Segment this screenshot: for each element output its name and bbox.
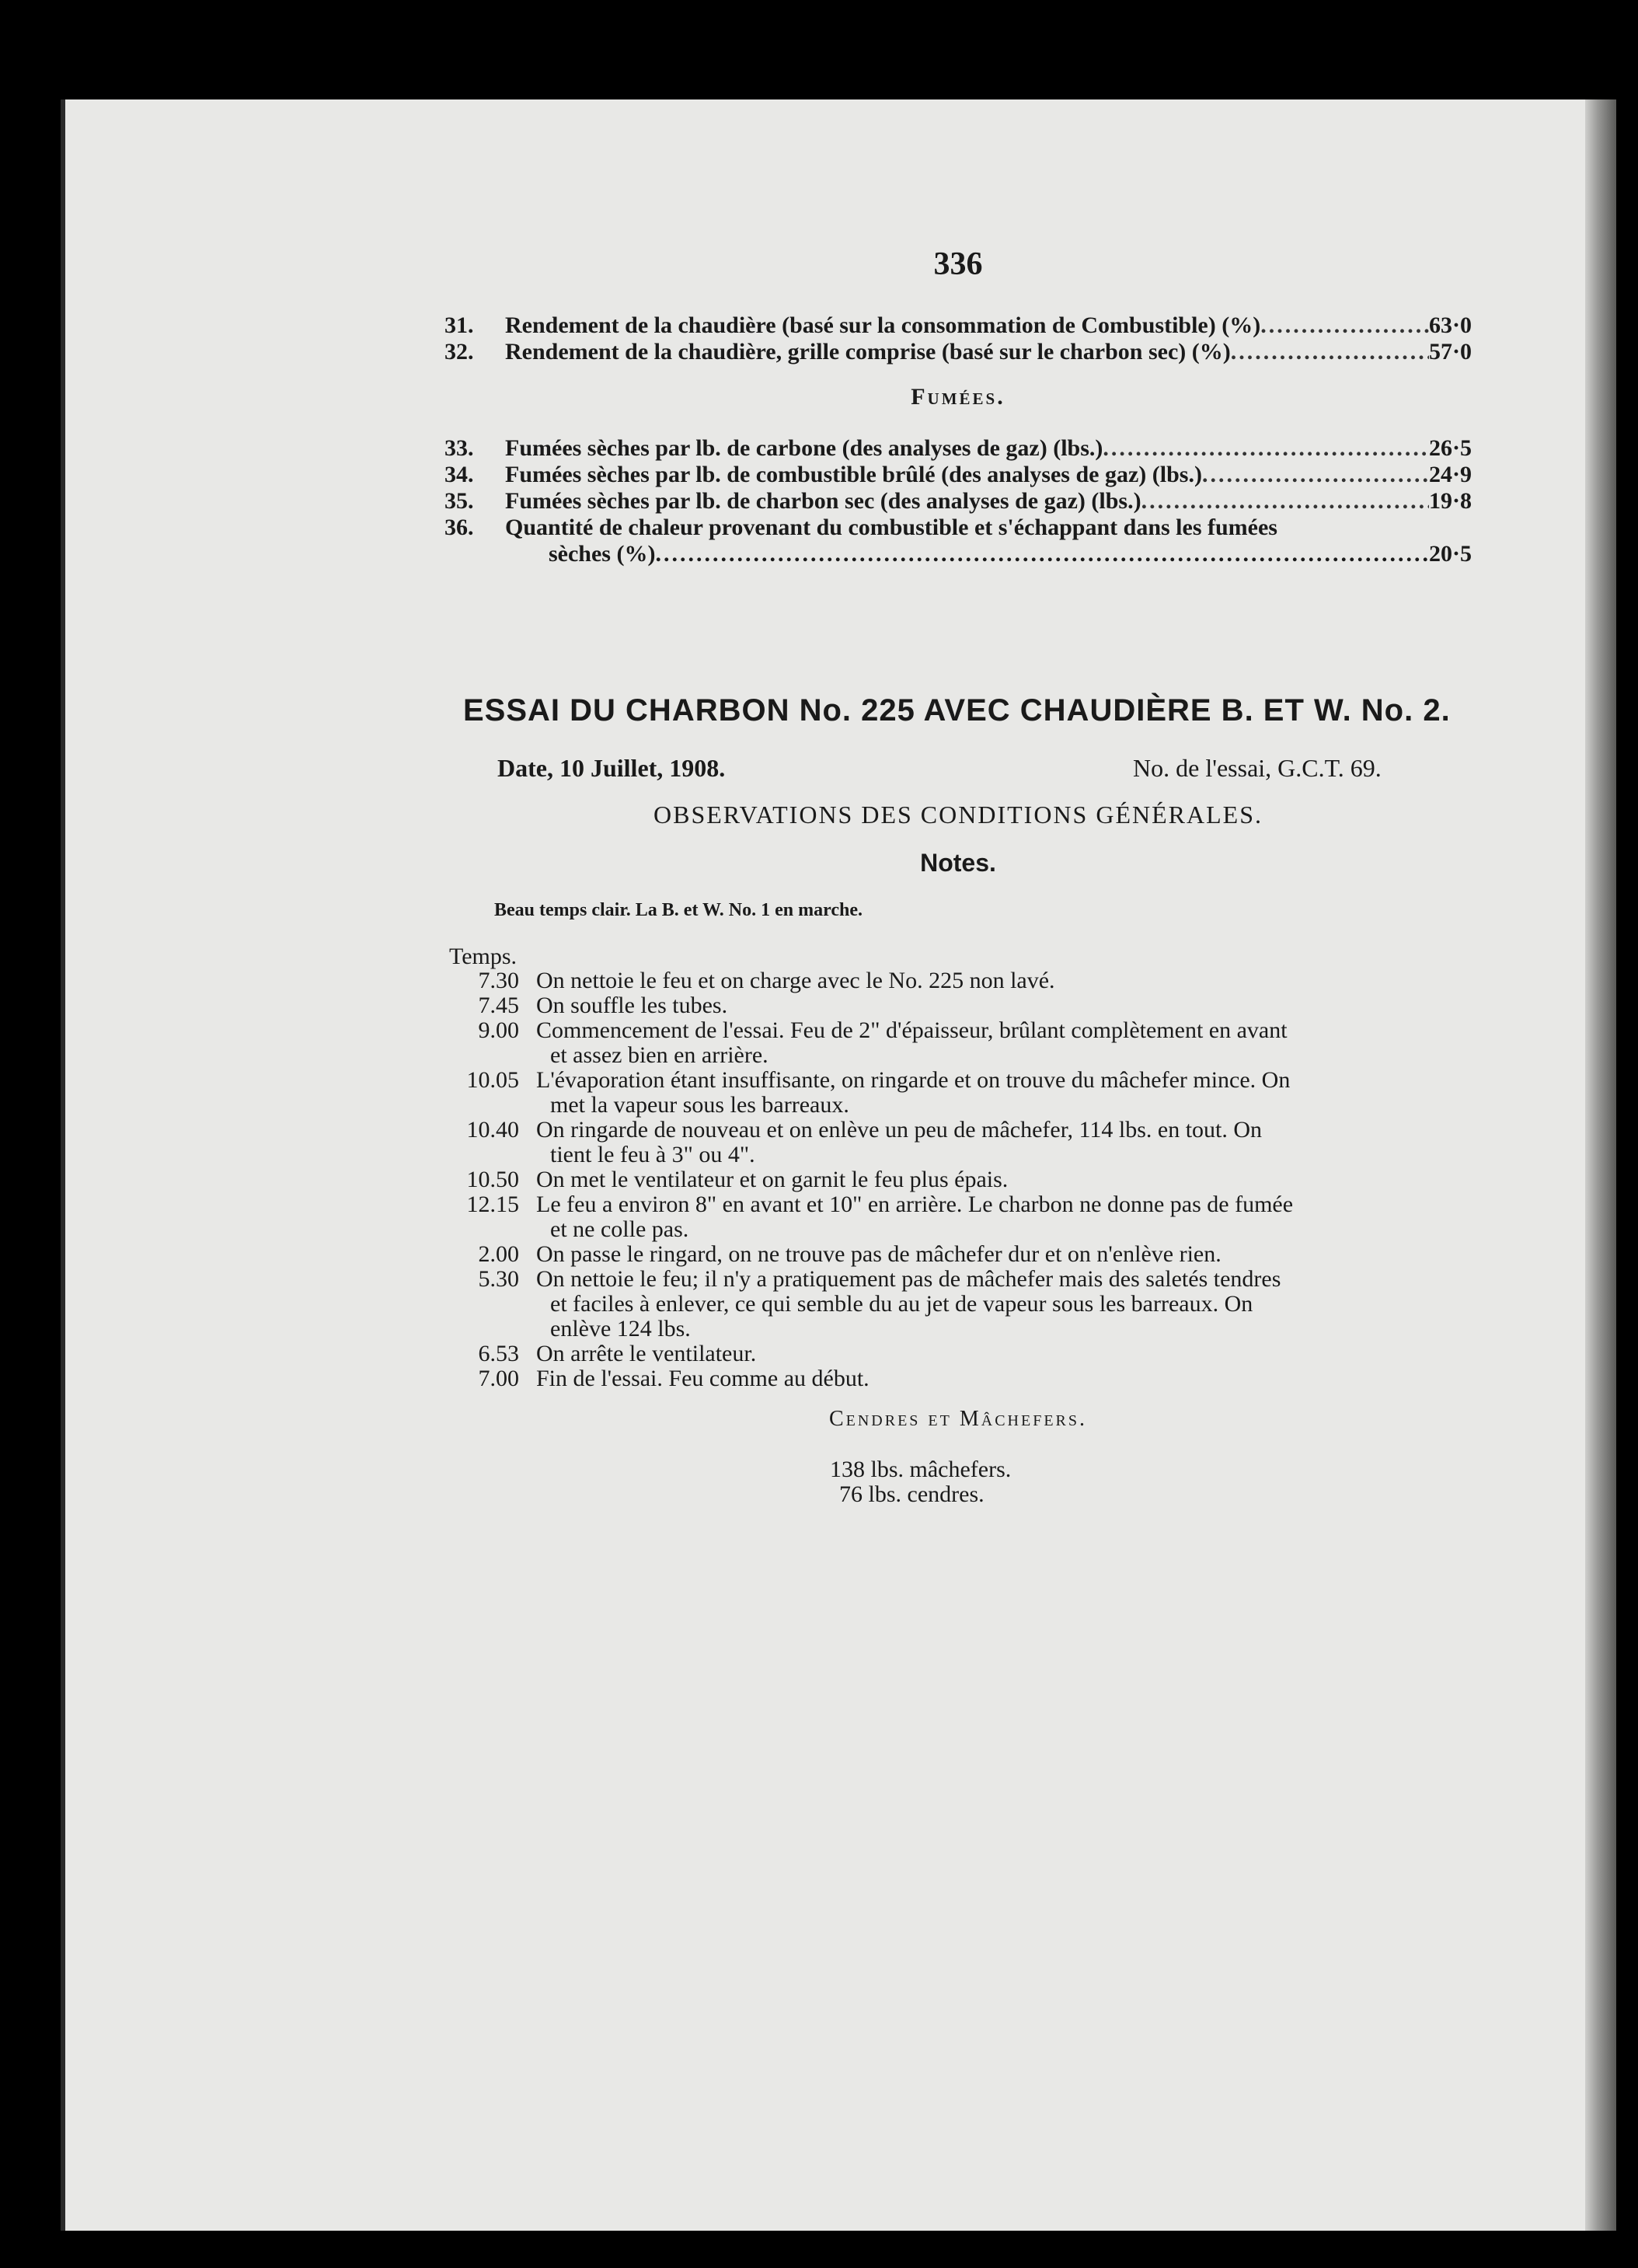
log-text: On passe le ringard, on ne trouve pas de mâchefer dur et on n'enlève rien.	[536, 1241, 1222, 1267]
log-text-continued: tient le feu à 3" ou 4".	[550, 1142, 755, 1167]
log-time: 10.40	[466, 1117, 519, 1143]
item-label: Fumées sèches par lb. de combustible brûlé (des analyses de gaz) (lbs.)	[505, 462, 1202, 487]
item-label: Rendement de la chaudière, grille comprise (basé sur le charbon sec) (%)	[505, 339, 1231, 365]
time-column-heading: Temps.	[449, 944, 518, 969]
log-time: 12.15	[466, 1192, 519, 1217]
item-value: 20·5	[1428, 541, 1472, 567]
log-text-continued: et ne colle pas.	[550, 1216, 689, 1242]
cendres-line: 76 lbs. cendres.	[839, 1481, 985, 1507]
log-text-continued: enlève 124 lbs.	[550, 1316, 691, 1342]
log-text: On met le ventilateur et on garnit le feu plus épais.	[536, 1167, 1009, 1192]
item-value: 26·5	[1428, 435, 1472, 461]
item-number: 31.	[444, 312, 474, 338]
log-text: On nettoie le feu et on charge avec le No. 225 non lavé.	[536, 968, 1055, 993]
item-label: Fumées sèches par lb. de carbone (des analyses de gaz) (lbs.)	[505, 435, 1103, 461]
item-number: 36.	[444, 515, 474, 540]
notes-heading: Notes.	[920, 849, 996, 877]
item-number: 32.	[444, 339, 474, 365]
item-number: 34.	[444, 462, 474, 487]
log-text: L'évaporation étant insuffisante, on ringarde et on trouve du mâchefer mince. On	[536, 1067, 1291, 1093]
test-number: No. de l'essai, G.C.T. 69.	[1133, 754, 1382, 782]
log-time: 9.00	[478, 1017, 519, 1043]
log-text: On ringarde de nouveau et on enlève un peu de mâchefer, 114 lbs. en tout. On	[536, 1117, 1263, 1143]
section-heading-fumees: Fumées.	[911, 384, 1005, 410]
item-number: 35.	[444, 488, 474, 514]
log-time: 10.05	[466, 1067, 519, 1093]
item-value: 19·8	[1428, 488, 1472, 514]
item-value: 63·0	[1428, 312, 1472, 338]
log-time: 7.45	[478, 993, 519, 1018]
log-text-continued: et assez bien en arrière.	[550, 1042, 768, 1068]
log-time: 2.00	[478, 1241, 519, 1267]
log-text: On arrête le ventilateur.	[536, 1341, 757, 1366]
cendres-line: 138 lbs. mâchefers.	[830, 1457, 1012, 1482]
item-label: Fumées sèches par lb. de charbon sec (des analyses de gaz) (lbs.)	[505, 488, 1141, 514]
log-time: 7.00	[478, 1366, 519, 1391]
item-value: 57·0	[1428, 339, 1472, 365]
observations-heading: OBSERVATIONS DES CONDITIONS GÉNÉRALES.	[653, 801, 1263, 829]
weather-note: Beau temps clair. La B. et W. No. 1 en marche.	[494, 900, 863, 920]
item-label: Quantité de chaleur provenant du combustible et s'échappant dans les fumées	[505, 515, 1277, 540]
item-label: sèches (%)	[549, 541, 656, 567]
log-text-continued: et faciles à enlever, ce qui semble du au jet de vapeur sous les barreaux. On	[550, 1291, 1253, 1317]
log-text: On souffle les tubes.	[536, 993, 728, 1018]
list-item-continuation	[505, 541, 1472, 567]
log-text: Le feu a environ 8" en avant et 10" en arrière. Le charbon ne donne pas de fumée	[536, 1192, 1294, 1217]
log-time: 7.30	[478, 968, 519, 993]
log-text: Fin de l'essai. Feu comme au début.	[536, 1366, 870, 1391]
page-number: 336	[933, 246, 983, 282]
log-time: 10.50	[466, 1167, 519, 1192]
page-edge	[1585, 99, 1616, 2231]
log-time: 6.53	[478, 1341, 519, 1366]
item-number: 33.	[444, 435, 474, 461]
page-title: ESSAI DU CHARBON No. 225 AVEC CHAUDIÈRE B. ET W. No. 2.	[463, 693, 1451, 728]
cendres-heading: Cendres et Mâchefers.	[828, 1407, 1088, 1431]
item-label: Rendement de la chaudière (basé sur la consommation de Combustible) (%)	[505, 312, 1261, 338]
test-date: Date, 10 Juillet, 1908.	[497, 754, 726, 782]
log-text: Commencement de l'essai. Feu de 2" d'épaisseur, brûlant complètement en avant	[536, 1017, 1288, 1043]
log-text-continued: met la vapeur sous les barreaux.	[550, 1092, 849, 1118]
log-time: 5.30	[478, 1266, 519, 1292]
item-value: 24·9	[1428, 462, 1472, 487]
log-text: On nettoie le feu; il n'y a pratiquement pas de mâchefer mais des saletés tendres	[536, 1266, 1281, 1292]
